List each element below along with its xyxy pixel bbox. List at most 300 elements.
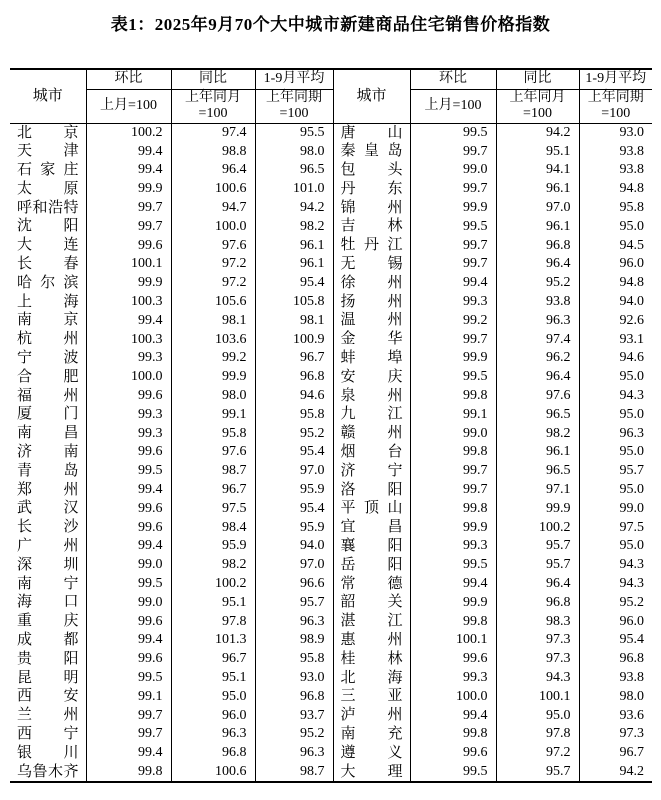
avg-cell-right: 94.0 (619, 294, 644, 310)
city-cell-right: 桂 林 (333, 650, 410, 669)
city-cell-right: 唐 山 (333, 123, 410, 142)
avg-cell-right: 96.8 (619, 651, 644, 667)
avg-cell-left: 95.7 (255, 593, 333, 612)
yoy-cell-left: 97.6 (171, 443, 255, 462)
yoy-cell-right: 96.8 (496, 593, 579, 612)
yoy-cell-left: 98.0 (171, 387, 255, 406)
table-body (10, 123, 652, 782)
yoy-cell-left: 96.7 (171, 650, 255, 669)
city-cell-right: 大 理 (333, 763, 410, 783)
mom-cell-left: 99.7 (86, 725, 171, 744)
mom-cell-left: 99.6 (86, 236, 171, 255)
header-avg-base-left (255, 89, 333, 123)
city-cell-left: 福 州 (10, 387, 86, 406)
city-cell-left: 深 圳 (10, 556, 86, 575)
price-index-table (10, 68, 652, 783)
avg-cell-left: 96.1 (255, 255, 333, 274)
mom-cell-right: 99.0 (410, 424, 496, 443)
mom-cell-right: 99.5 (410, 763, 496, 783)
mom-cell-left: 99.7 (86, 706, 171, 725)
city-cell-left: 大 连 (10, 236, 86, 255)
city-cell-left: 西 安 (10, 687, 86, 706)
avg-cell-right: 93.1 (619, 331, 644, 347)
yoy-cell-right: 97.2 (496, 744, 579, 763)
mom-cell-left: 99.3 (86, 424, 171, 443)
avg-cell-right: 93.8 (619, 143, 644, 159)
city-cell-left: 郑 州 (10, 481, 86, 500)
city-cell-left: 乌 鲁 木 齐 (10, 763, 86, 783)
mom-cell-right: 99.5 (410, 368, 496, 387)
yoy-cell-right: 97.3 (496, 650, 579, 669)
mom-cell-left: 99.5 (86, 575, 171, 594)
yoy-cell-right: 97.4 (496, 330, 579, 349)
city-cell-right: 徐 州 (333, 274, 410, 293)
city-cell-right: 岳 阳 (333, 556, 410, 575)
avg-cell-right: 95.2 (619, 594, 644, 610)
mom-cell-right: 99.5 (410, 556, 496, 575)
yoy-cell-right: 96.1 (496, 217, 579, 236)
city-cell-left: 合 肥 (10, 368, 86, 387)
avg-cell-right: 94.2 (619, 763, 644, 779)
yoy-cell-right: 95.2 (496, 274, 579, 293)
avg-cell-left: 95.9 (255, 518, 333, 537)
mom-cell-left: 99.6 (86, 443, 171, 462)
avg-cell-right: 95.0 (619, 482, 644, 498)
yoy-cell-right: 95.1 (496, 142, 579, 161)
table-row (10, 650, 652, 669)
yoy-cell-right: 100.2 (496, 518, 579, 537)
yoy-cell-right: 94.3 (496, 669, 579, 688)
header-city-left: 城市 (10, 69, 86, 123)
avg-cell-right: 94.3 (619, 557, 644, 573)
table-row (10, 236, 652, 255)
avg-cell-right: 94.5 (619, 237, 644, 253)
avg-cell-right: 95.8 (619, 200, 644, 216)
header-mom-base-left: 上月=100 (86, 89, 171, 123)
city-cell-right: 秦 皇 岛 (333, 142, 410, 161)
avg-cell-right: 95.0 (619, 444, 644, 460)
avg-cell-left: 98.1 (255, 311, 333, 330)
mom-cell-right: 100.1 (410, 631, 496, 650)
mom-cell-right: 99.9 (410, 593, 496, 612)
city-cell-right: 牡 丹 江 (333, 236, 410, 255)
mom-cell-right: 99.3 (410, 537, 496, 556)
city-cell-left: 上 海 (10, 293, 86, 312)
mom-cell-left: 99.5 (86, 669, 171, 688)
mom-cell-left: 100.3 (86, 330, 171, 349)
yoy-cell-right: 95.7 (496, 763, 579, 783)
city-cell-left: 南 京 (10, 311, 86, 330)
yoy-cell-left: 96.3 (171, 725, 255, 744)
table-row (10, 537, 652, 556)
mom-cell-left: 99.3 (86, 349, 171, 368)
avg-cell-left: 101.0 (255, 180, 333, 199)
mom-cell-left: 99.4 (86, 481, 171, 500)
mom-cell-right: 99.9 (410, 349, 496, 368)
yoy-cell-left: 97.8 (171, 612, 255, 631)
table-row (10, 669, 652, 688)
avg-cell-left: 97.0 (255, 556, 333, 575)
table-row (10, 349, 652, 368)
city-cell-right: 惠 州 (333, 631, 410, 650)
table-row (10, 330, 652, 349)
yoy-cell-left: 98.8 (171, 142, 255, 161)
yoy-cell-left: 96.7 (171, 481, 255, 500)
avg-cell-right: 95.0 (619, 369, 644, 385)
table-row (10, 631, 652, 650)
avg-cell-right: 93.6 (619, 707, 644, 723)
avg-cell-left: 100.9 (255, 330, 333, 349)
city-cell-right: 平 顶 山 (333, 499, 410, 518)
mom-cell-right: 100.0 (410, 687, 496, 706)
mom-cell-left: 99.7 (86, 199, 171, 218)
city-cell-left: 天 津 (10, 142, 86, 161)
mom-cell-left: 99.6 (86, 612, 171, 631)
city-cell-left: 太 原 (10, 180, 86, 199)
mom-cell-right: 99.7 (410, 255, 496, 274)
table-row (10, 744, 652, 763)
mom-cell-left: 99.4 (86, 311, 171, 330)
mom-cell-right: 99.7 (410, 330, 496, 349)
table-row (10, 462, 652, 481)
avg-cell-right: 95.0 (619, 218, 644, 234)
avg-cell-right: 95.7 (619, 463, 644, 479)
city-cell-right: 金 华 (333, 330, 410, 349)
mom-cell-left: 99.1 (86, 687, 171, 706)
mom-cell-left: 99.0 (86, 556, 171, 575)
yoy-cell-right: 96.5 (496, 462, 579, 481)
avg-cell-left: 98.2 (255, 217, 333, 236)
yoy-cell-left: 97.5 (171, 499, 255, 518)
header-yoy-right: 同比 (496, 69, 579, 89)
yoy-cell-right: 96.4 (496, 368, 579, 387)
table-row (10, 368, 652, 387)
city-cell-right: 韶 关 (333, 593, 410, 612)
city-cell-left: 石 家 庄 (10, 161, 86, 180)
city-cell-left: 长 春 (10, 255, 86, 274)
yoy-cell-right: 94.2 (496, 123, 579, 142)
table-row (10, 706, 652, 725)
city-cell-left: 武 汉 (10, 499, 86, 518)
city-cell-left: 重 庆 (10, 612, 86, 631)
mom-cell-right: 99.5 (410, 123, 496, 142)
header-mom-base-right: 上月=100 (410, 89, 496, 123)
avg-cell-left: 95.9 (255, 481, 333, 500)
mom-cell-left: 99.6 (86, 387, 171, 406)
yoy-cell-left: 94.7 (171, 199, 255, 218)
city-cell-right: 九 江 (333, 405, 410, 424)
mom-cell-left: 100.0 (86, 368, 171, 387)
header-city-right: 城市 (333, 69, 410, 123)
yoy-cell-right: 96.1 (496, 180, 579, 199)
city-cell-right: 常 德 (333, 575, 410, 594)
avg-cell-left: 98.9 (255, 631, 333, 650)
city-cell-right: 无 锡 (333, 255, 410, 274)
avg-cell-left: 96.5 (255, 161, 333, 180)
yoy-cell-right: 96.5 (496, 405, 579, 424)
city-cell-left: 西 宁 (10, 725, 86, 744)
mom-cell-left: 99.6 (86, 499, 171, 518)
mom-cell-left: 99.9 (86, 180, 171, 199)
mom-cell-left: 100.2 (86, 123, 171, 142)
avg-cell-left: 95.2 (255, 424, 333, 443)
yoy-cell-right: 97.0 (496, 199, 579, 218)
avg-cell-right: 92.6 (619, 312, 644, 328)
avg-cell-right: 99.0 (619, 500, 644, 516)
yoy-cell-left: 98.1 (171, 311, 255, 330)
mom-cell-left: 99.4 (86, 142, 171, 161)
city-cell-left: 杭 州 (10, 330, 86, 349)
avg-cell-right: 94.8 (619, 275, 644, 291)
mom-cell-right: 99.7 (410, 236, 496, 255)
avg-cell-right: 96.3 (619, 425, 644, 441)
yoy-cell-left: 105.6 (171, 293, 255, 312)
avg-cell-left: 95.5 (255, 123, 333, 142)
mom-cell-left: 99.8 (86, 763, 171, 783)
mom-cell-left: 99.9 (86, 274, 171, 293)
avg-cell-left: 96.7 (255, 349, 333, 368)
mom-cell-left: 99.6 (86, 518, 171, 537)
table-row (10, 274, 652, 293)
yoy-cell-left: 101.3 (171, 631, 255, 650)
avg-cell-right: 97.5 (619, 519, 644, 535)
mom-cell-left: 99.4 (86, 744, 171, 763)
avg-cell-right: 94.3 (619, 576, 644, 592)
avg-cell-left: 96.1 (255, 236, 333, 255)
yoy-cell-right: 96.8 (496, 236, 579, 255)
table-row (10, 556, 652, 575)
mom-cell-left: 99.3 (86, 405, 171, 424)
avg-cell-left: 95.8 (255, 405, 333, 424)
city-cell-right: 泸 州 (333, 706, 410, 725)
yoy-cell-left: 103.6 (171, 330, 255, 349)
city-cell-right: 丹 东 (333, 180, 410, 199)
city-cell-left: 银 川 (10, 744, 86, 763)
city-cell-left: 呼 和 浩 特 (10, 199, 86, 218)
avg-cell-left: 96.8 (255, 687, 333, 706)
city-cell-left: 沈 阳 (10, 217, 86, 236)
table-row (10, 161, 652, 180)
yoy-cell-right: 95.7 (496, 537, 579, 556)
city-cell-right: 济 宁 (333, 462, 410, 481)
avg-cell-right: 95.4 (619, 632, 644, 648)
avg-cell-left: 94.0 (255, 537, 333, 556)
city-cell-left: 北 京 (10, 123, 86, 142)
mom-cell-right: 99.7 (410, 481, 496, 500)
avg-cell-right: 94.3 (619, 388, 644, 404)
yoy-cell-left: 100.6 (171, 763, 255, 783)
table-row (10, 612, 652, 631)
mom-cell-right: 99.4 (410, 274, 496, 293)
table-row (10, 180, 652, 199)
city-cell-right: 遵 义 (333, 744, 410, 763)
avg-cell-left: 95.2 (255, 725, 333, 744)
header-yoy-base-left (171, 89, 255, 123)
yoy-cell-right: 98.3 (496, 612, 579, 631)
yoy-cell-right: 96.4 (496, 575, 579, 594)
yoy-cell-left: 95.0 (171, 687, 255, 706)
mom-cell-left: 99.4 (86, 631, 171, 650)
mom-cell-left: 100.3 (86, 293, 171, 312)
table-row (10, 387, 652, 406)
table-row (10, 255, 652, 274)
city-cell-right: 锦 州 (333, 199, 410, 218)
mom-cell-left: 99.6 (86, 650, 171, 669)
yoy-cell-left: 95.9 (171, 537, 255, 556)
yoy-cell-right: 96.4 (496, 255, 579, 274)
avg-cell-right: 96.0 (619, 256, 644, 272)
header-yoy-base-line1: 上年同月 (185, 90, 241, 105)
avg-cell-left: 94.6 (255, 387, 333, 406)
table-row (10, 575, 652, 594)
header-yoy-base-right (496, 89, 579, 123)
mom-cell-right: 99.8 (410, 443, 496, 462)
yoy-cell-right: 94.1 (496, 161, 579, 180)
mom-cell-right: 99.4 (410, 575, 496, 594)
mom-cell-right: 99.8 (410, 499, 496, 518)
yoy-cell-left: 97.2 (171, 255, 255, 274)
avg-cell-left: 97.0 (255, 462, 333, 481)
city-cell-right: 温 州 (333, 311, 410, 330)
yoy-cell-left: 96.4 (171, 161, 255, 180)
yoy-cell-left: 95.8 (171, 424, 255, 443)
mom-cell-right: 99.7 (410, 462, 496, 481)
yoy-cell-right: 97.8 (496, 725, 579, 744)
yoy-cell-right: 97.3 (496, 631, 579, 650)
avg-cell-left: 94.2 (255, 199, 333, 218)
header-avg-left: 1-9月平均 (255, 69, 333, 89)
header-avg-base-line1: 上年同期 (587, 90, 644, 105)
yoy-cell-left: 99.2 (171, 349, 255, 368)
avg-cell-left: 96.8 (255, 368, 333, 387)
city-cell-right: 襄 阳 (333, 537, 410, 556)
city-cell-left: 贵 阳 (10, 650, 86, 669)
yoy-cell-left: 98.7 (171, 462, 255, 481)
city-cell-left: 海 口 (10, 593, 86, 612)
city-cell-left: 长 沙 (10, 518, 86, 537)
yoy-cell-right: 99.9 (496, 499, 579, 518)
avg-cell-left: 96.6 (255, 575, 333, 594)
city-cell-left: 青 岛 (10, 462, 86, 481)
city-cell-left: 广 州 (10, 537, 86, 556)
mom-cell-left: 100.1 (86, 255, 171, 274)
yoy-cell-left: 96.8 (171, 744, 255, 763)
avg-cell-left: 98.0 (255, 142, 333, 161)
mom-cell-right: 99.1 (410, 405, 496, 424)
avg-cell-right: 95.0 (619, 406, 644, 422)
avg-cell-right: 98.0 (619, 688, 644, 704)
yoy-cell-left: 100.0 (171, 217, 255, 236)
mom-cell-right: 99.3 (410, 669, 496, 688)
city-cell-left: 南 宁 (10, 575, 86, 594)
yoy-cell-left: 96.0 (171, 706, 255, 725)
mom-cell-right: 99.7 (410, 142, 496, 161)
table-row (10, 763, 652, 783)
mom-cell-right: 99.6 (410, 744, 496, 763)
city-cell-right: 吉 林 (333, 217, 410, 236)
header-avg-base-line2: =100 (601, 106, 631, 121)
header-mom-right: 环比 (410, 69, 496, 89)
table-row (10, 481, 652, 500)
header-avg-right: 1-9月平均 (579, 69, 652, 89)
city-cell-right: 南 充 (333, 725, 410, 744)
mom-cell-left: 99.7 (86, 217, 171, 236)
yoy-cell-right: 93.8 (496, 293, 579, 312)
city-cell-right: 三 亚 (333, 687, 410, 706)
header-avg-base-line1: 上年同期 (266, 90, 322, 105)
yoy-cell-left: 99.9 (171, 368, 255, 387)
city-cell-left: 南 昌 (10, 424, 86, 443)
header-yoy-base-line2: =100 (198, 106, 228, 121)
city-cell-right: 包 头 (333, 161, 410, 180)
table-row (10, 424, 652, 443)
city-cell-left: 昆 明 (10, 669, 86, 688)
mom-cell-right: 99.2 (410, 311, 496, 330)
header-yoy-base-line2: =100 (523, 106, 552, 121)
yoy-cell-left: 97.2 (171, 274, 255, 293)
header-yoy-base-line1: 上年同月 (509, 90, 566, 105)
mom-cell-right: 99.9 (410, 518, 496, 537)
yoy-cell-left: 99.1 (171, 405, 255, 424)
yoy-cell-left: 100.2 (171, 575, 255, 594)
city-cell-left: 成 都 (10, 631, 86, 650)
city-cell-left: 哈 尔 滨 (10, 274, 86, 293)
yoy-cell-right: 96.2 (496, 349, 579, 368)
avg-cell-left: 93.0 (255, 669, 333, 688)
table-row (10, 293, 652, 312)
page-title: 表1：2025年9月70个大中城市新建商品住宅销售价格指数 (110, 15, 551, 34)
avg-cell-right: 97.3 (619, 726, 644, 742)
city-cell-right: 北 海 (333, 669, 410, 688)
avg-cell-left: 96.3 (255, 612, 333, 631)
table-row (10, 518, 652, 537)
table-row (10, 199, 652, 218)
table-row (10, 443, 652, 462)
mom-cell-left: 99.0 (86, 593, 171, 612)
table-row (10, 217, 652, 236)
mom-cell-right: 99.8 (410, 612, 496, 631)
city-cell-left: 济 南 (10, 443, 86, 462)
table-row (10, 593, 652, 612)
mom-cell-left: 99.4 (86, 537, 171, 556)
avg-cell-left: 95.4 (255, 443, 333, 462)
yoy-cell-right: 97.6 (496, 387, 579, 406)
yoy-cell-right: 100.1 (496, 687, 579, 706)
mom-cell-right: 99.8 (410, 725, 496, 744)
mom-cell-left: 99.4 (86, 161, 171, 180)
city-cell-right: 扬 州 (333, 293, 410, 312)
yoy-cell-right: 97.1 (496, 481, 579, 500)
city-cell-right: 宜 昌 (333, 518, 410, 537)
avg-cell-right: 93.0 (619, 124, 644, 140)
city-cell-right: 洛 阳 (333, 481, 410, 500)
yoy-cell-right: 96.1 (496, 443, 579, 462)
avg-cell-left: 95.8 (255, 650, 333, 669)
mom-cell-right: 99.8 (410, 387, 496, 406)
table-row (10, 311, 652, 330)
mom-cell-right: 99.4 (410, 706, 496, 725)
city-cell-right: 泉 州 (333, 387, 410, 406)
table-header (10, 69, 652, 123)
yoy-cell-left: 97.6 (171, 236, 255, 255)
avg-cell-left: 95.4 (255, 499, 333, 518)
city-cell-right: 赣 州 (333, 424, 410, 443)
mom-cell-right: 99.6 (410, 650, 496, 669)
avg-cell-right: 95.0 (619, 538, 644, 554)
city-cell-right: 蚌 埠 (333, 349, 410, 368)
yoy-cell-right: 95.0 (496, 706, 579, 725)
city-cell-right: 烟 台 (333, 443, 410, 462)
